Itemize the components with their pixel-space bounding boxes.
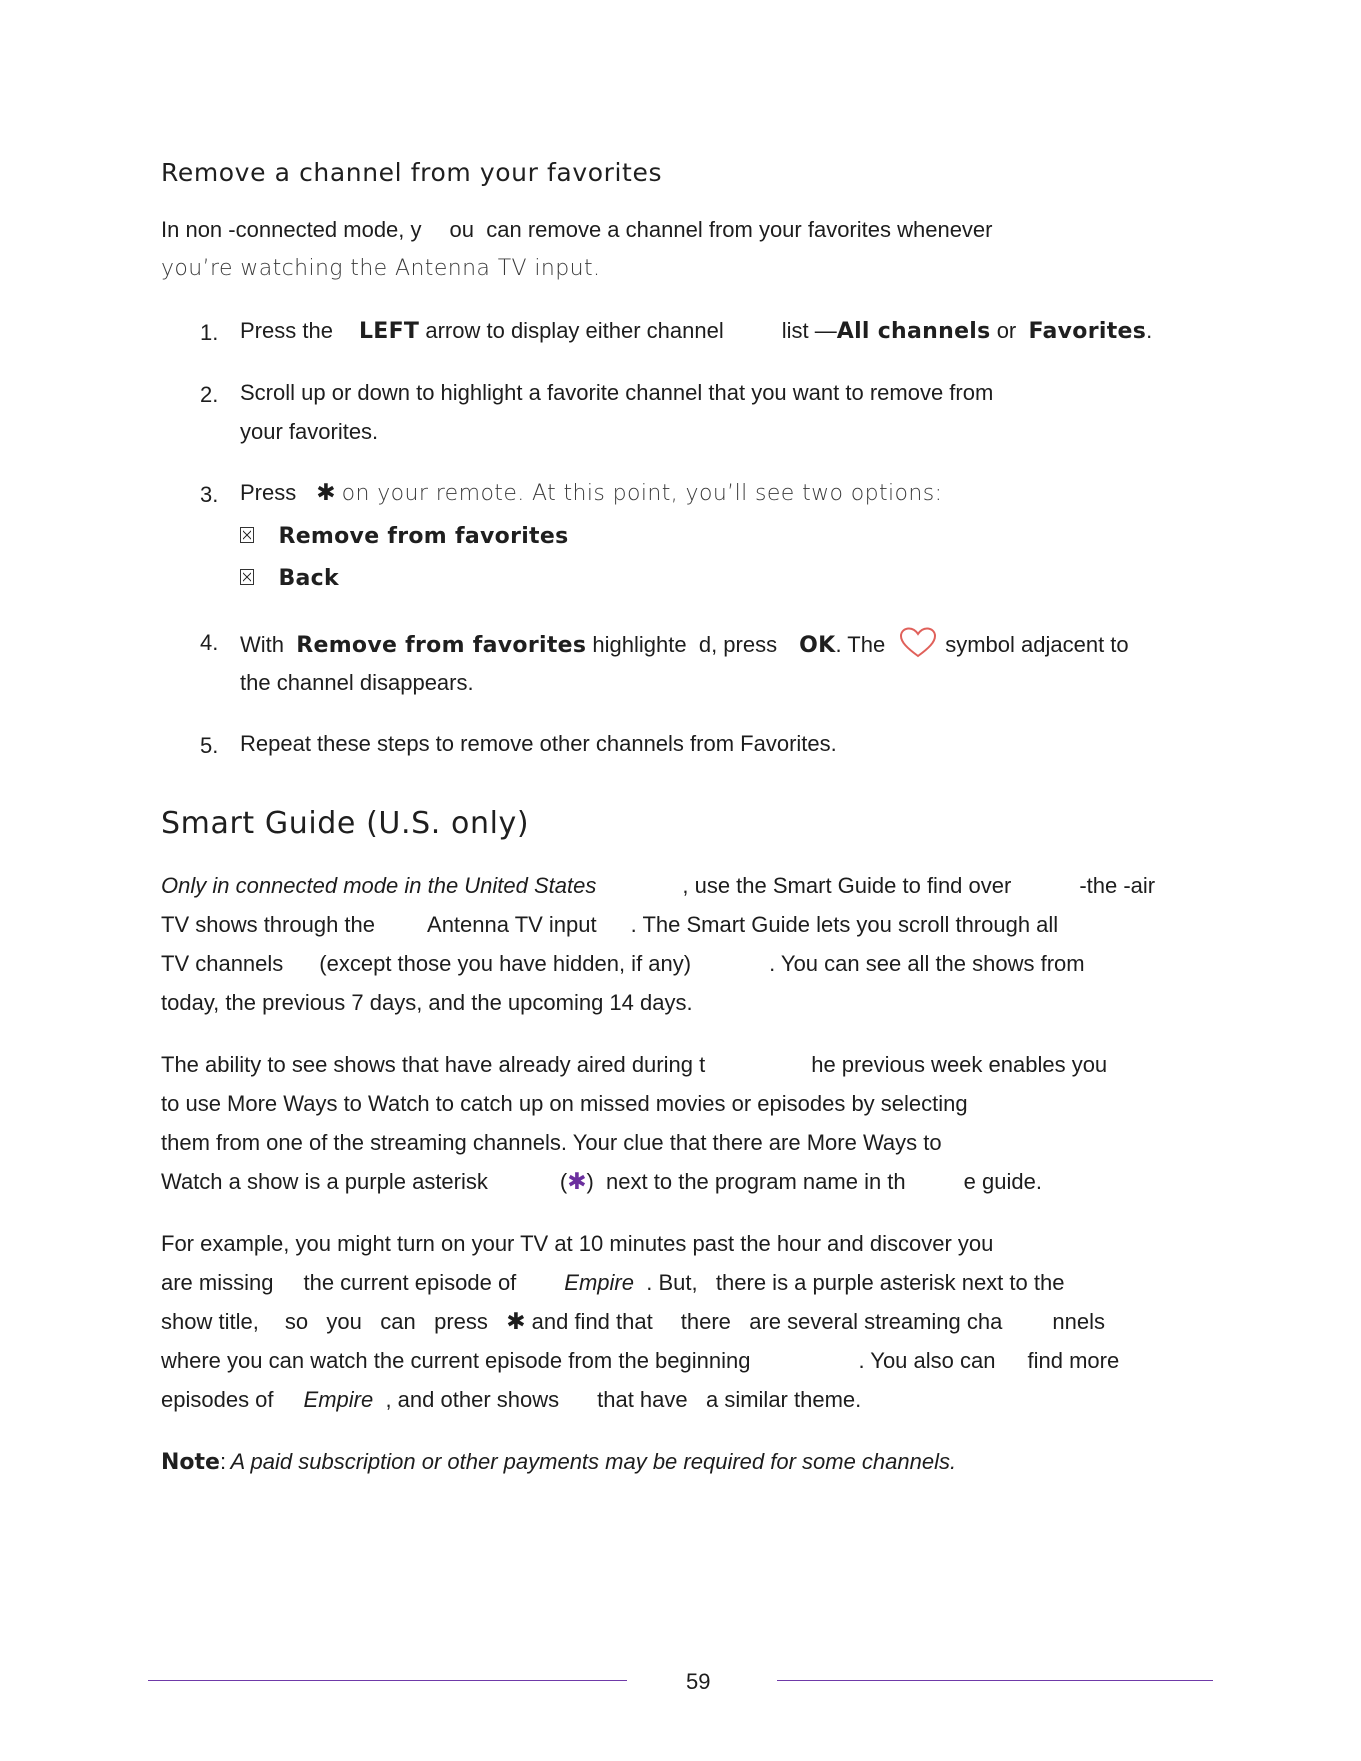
step-1-a: Press the xyxy=(240,318,333,343)
p3-l5-e: a similar theme. xyxy=(705,1387,862,1412)
step-4-c: highlighte xyxy=(592,631,687,657)
step-4-remove-label: Remove from favorites xyxy=(296,632,587,658)
note-colon: : xyxy=(219,1449,227,1474)
p1-l2-a: TV shows through the xyxy=(161,912,376,937)
p3-l3-f: and find that xyxy=(531,1309,653,1334)
box-bullet-icon xyxy=(240,527,254,543)
p3-l3-g: there xyxy=(680,1309,731,1334)
smart-guide-p1-line-1 xyxy=(161,873,1155,899)
p3-l3-a: show title, xyxy=(161,1309,259,1334)
p3-l3-i: nnels xyxy=(1052,1309,1105,1334)
note xyxy=(161,1449,956,1475)
step-number-3: 3. xyxy=(200,482,219,507)
intro-line-2: you’re watching the Antenna TV input. xyxy=(161,256,601,281)
step-4-a: With xyxy=(240,631,284,657)
intro-text-b: -connected mode, y xyxy=(228,217,422,242)
p3-l2-e: there is a purple asterisk next to the xyxy=(715,1270,1065,1295)
p2-l4-close: ) xyxy=(586,1169,594,1194)
section-heading-remove-favorite: Remove a channel from your favorites xyxy=(161,158,663,187)
smart-guide-p2-line-3: them from one of the streaming channels. Your clue that there are More Ways to xyxy=(161,1130,942,1155)
step-number-1: 1. xyxy=(200,320,219,345)
step-4-text xyxy=(240,627,1129,665)
step-1-or: or xyxy=(996,318,1017,343)
p1-italic-intro: Only in connected mode in the United States xyxy=(161,873,597,898)
step-1-text xyxy=(240,318,1152,344)
asterisk-icon: ✱ xyxy=(506,1309,526,1335)
p1-l1-b: , use the Smart Guide to find over xyxy=(682,873,1012,898)
smart-guide-p2-line-1 xyxy=(161,1052,1107,1078)
smart-guide-p2-line-2: to use More Ways to Watch to catch up on missed movies or episodes by selecting xyxy=(161,1091,968,1116)
step-5-text: Repeat these steps to remove other channels from Favorites. xyxy=(240,731,837,756)
step-2-line-2: your favorites. xyxy=(240,419,379,444)
page-number: 59 xyxy=(686,1669,711,1694)
smart-guide-p3-line-1: For example, you might turn on your TV at 10 minutes past the hour and discover you xyxy=(161,1231,994,1256)
step-1-left-key: LEFT xyxy=(358,319,420,344)
intro-text-d: can remove a channel from your favorites whenever xyxy=(486,217,993,242)
step-1-all-channels: All channels xyxy=(836,319,991,344)
smart-guide-p1-line-2 xyxy=(161,912,1058,938)
p3-l5-c: , and other shows xyxy=(385,1387,560,1412)
p2-l1-b: he previous week enables you xyxy=(811,1052,1108,1077)
p3-l2-b: the current episode of xyxy=(303,1270,517,1295)
step-1-d: list — xyxy=(781,318,837,343)
p3-l4-c: find more xyxy=(1027,1348,1120,1373)
note-label: Note xyxy=(161,1450,220,1475)
p3-l3-d: can xyxy=(380,1309,416,1334)
smart-guide-p3-line-4 xyxy=(161,1348,1119,1374)
heart-outline-icon xyxy=(899,627,937,665)
p3-l5-d: that have xyxy=(597,1387,688,1412)
p1-l3-a: TV channels xyxy=(161,951,284,976)
step-3-a: Press xyxy=(240,480,297,505)
intro-line-1 xyxy=(161,217,993,243)
step-number-5: 5. xyxy=(200,733,219,758)
p2-l4-b: next to the program name in th xyxy=(606,1169,906,1194)
p3-l3-c: you xyxy=(326,1309,362,1334)
p3-l3-b: so xyxy=(284,1309,309,1334)
option-remove-from-favorites xyxy=(240,524,569,549)
smart-guide-p3-line-5 xyxy=(161,1387,861,1413)
section-heading-smart-guide: Smart Guide (U.S. only) xyxy=(161,806,530,841)
smart-guide-p3-line-3 xyxy=(161,1309,1105,1335)
p3-l2-a: are missing xyxy=(161,1270,274,1295)
step-number-2: 2. xyxy=(200,382,219,407)
step-2-line-1: Scroll up or down to highlight a favorite channel that you want to remove from xyxy=(240,380,994,405)
note-text: A paid subscription or other payments may be required for some channels. xyxy=(230,1449,957,1474)
step-3-b: on your remote. At this point, you’ll see two options: xyxy=(341,481,943,506)
p1-l2-b: Antenna TV input xyxy=(427,912,597,937)
step-1-favorites: Favorites xyxy=(1028,319,1147,344)
p2-l4-a: Watch a show is a purple asterisk xyxy=(161,1169,488,1194)
p2-l4-open: ( xyxy=(559,1169,568,1194)
p3-l2-empire: Empire xyxy=(564,1270,634,1295)
p1-l3-c: . You can see all the shows from xyxy=(769,951,1085,976)
p3-l4-a: where you can watch the current episode from the beginning xyxy=(161,1348,751,1373)
step-4-f: . The xyxy=(835,631,886,657)
p3-l5-a: episodes of xyxy=(161,1387,274,1412)
p3-l4-b: . You also can xyxy=(858,1348,996,1373)
step-4-d: d, press xyxy=(698,631,778,657)
purple-asterisk-icon: ✱ xyxy=(567,1169,587,1195)
smart-guide-p2-line-4 xyxy=(161,1169,1042,1195)
footer-rule-right xyxy=(777,1680,1213,1681)
step-4-ok-key: OK xyxy=(799,632,836,658)
intro-text-a: In non xyxy=(161,217,223,242)
footer-rule-left xyxy=(148,1680,627,1681)
step-1-period: . xyxy=(1146,318,1153,343)
p1-l3-b: (except those you have hidden, if any) xyxy=(319,951,692,976)
p3-l5-empire: Empire xyxy=(303,1387,374,1412)
smart-guide-p3-line-2 xyxy=(161,1270,1064,1296)
p1-l1-c: -the -air xyxy=(1079,873,1156,898)
option-label: Back xyxy=(278,566,339,591)
smart-guide-p1-line-3 xyxy=(161,951,1085,977)
p3-l2-d: . But, xyxy=(646,1270,698,1295)
step-3-text xyxy=(240,480,942,506)
smart-guide-p1-line-4: today, the previous 7 days, and the upcoming 14 days. xyxy=(161,990,693,1015)
p2-l1-a: The ability to see shows that have already aired during t xyxy=(161,1052,706,1077)
step-4-line-2: the channel disappears. xyxy=(240,670,474,695)
step-1-c: arrow to display either channel xyxy=(425,318,724,343)
p3-l3-e: press xyxy=(434,1309,488,1334)
step-4-g: symbol adjacent to xyxy=(945,631,1129,657)
asterisk-icon: ✱ xyxy=(316,480,336,506)
box-bullet-icon xyxy=(240,569,254,585)
step-number-4: 4. xyxy=(200,630,219,655)
p3-l3-h: are several streaming cha xyxy=(749,1309,1003,1334)
p2-l4-c: e guide. xyxy=(963,1169,1042,1194)
option-label: Remove from favorites xyxy=(278,524,569,549)
p1-l2-c: . The Smart Guide lets you scroll through all xyxy=(630,912,1059,937)
option-back xyxy=(240,566,339,591)
intro-text-c: ou xyxy=(449,217,475,242)
